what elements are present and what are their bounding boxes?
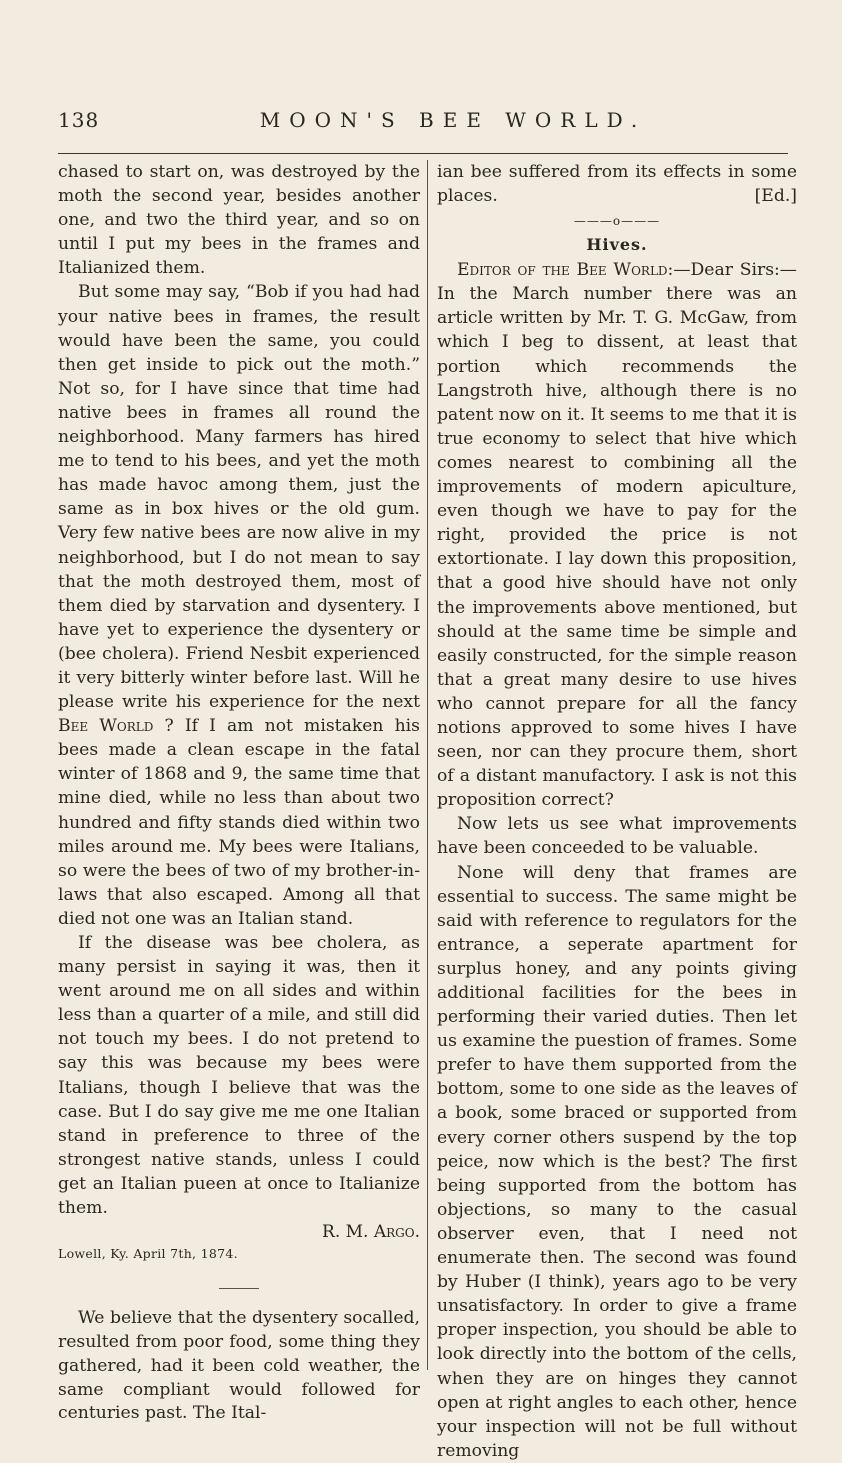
column-divider [427, 160, 428, 1370]
editor-note: We believe that the dysentery socalled, resulted from poor food, some thing they gathered, had it been cold weather, the same compliant would followed for centuries past. The Ital- [58, 1308, 420, 1424]
right-paragraph-1 [437, 258, 797, 812]
publication-name: Bee World [58, 716, 154, 737]
page-number: 138 [58, 108, 100, 132]
right-continuation [437, 160, 797, 208]
dateline: Lowell, Ky. April 7th, 1874. [58, 1246, 238, 1262]
section-ornament: ———o——— [573, 214, 661, 229]
separator-rule [219, 1288, 259, 1289]
right-paragraph-1-text: :—Dear Sirs:—In the March number there was an article written by Mr. T. G. McGaw, from which I beg to dissent, at least that portion which recommends the Langstroth hive, although there is no patent now on it. It seems to me that it is true economy to select that hive which comes nearest to combining all the improvements of modern apiculture, even though we have to pay for the right, provided the price is not extortionate. I lay down this proposition, that a good hive should have not only the improvements above mentioned, but should at the same time be simple and easily constructed, for the simple reason that a great many desire to use hives who cannot prepare for all the fancy notions approved to some hives I have seen, nor can they procure them, short of a distant manufactory. I ask is not this proposition correct? [437, 260, 797, 811]
left-paragraph-3: If the disease was bee cholera, as many persist in saying it was, then it went around me on all sides and within less than a quarter of a mile, and still did not touch my bees. I do not pretend to say this was because my bees were Italians, though I believe that was the case. But I do say give me me one Italian stand in preference to three of the strongest native stands, unless I could get an Italian pueen at once to Italianize them. [58, 933, 420, 1219]
page-header [58, 108, 788, 138]
left-paragraph-2-text: But some may say, “Bob if you had had your native bees in frames, the result would have been the same, you could then get inside to pick out the moth.” Not so, for I have since that time had native bees in frames all round the neighborhood. Many farmers has hired me to tend to his bees, and yet the moth has made havoc among them, just the same as in box hives or the old gum. Very few native bees are now alive in my neighborhood, but I do not mean to say that the moth destroyed them, most of them died by starvation and dysentery. I have yet to experience the dysentery or (bee cholera). Friend Nesbit experienced it very bitterly winter before last. Will he please write his experience for the next [58, 282, 420, 713]
right-paragraph-3: None will deny that frames are essential to success. The same might be said with reference to regulators for the entrance, a seperate apartment for surplus honey, and any points giving additional facilities for the bees in performing their varied duties. Then let us examine the puestion of frames. Some prefer to have them supported from the bottom, some to one side as the leaves of a book, some braced or supported from every corner others suspend by the top peice, now which is the best? The first being supported from the bottom has objections, so many to the casual observer even, that I need not enumerate then. The second was found by Huber (I think), years ago to be very unsatisfactory. In order to give a frame proper inspection, you should be able to look directly into the bottom of the cells, when they are on hinges they cannot open at right angles to each other, hence your inspection will not be full without removing [437, 862, 797, 1461]
left-paragraph-2-tail: ? If I am not mistaken his bees made a clean escape in the fatal winter of 1868 and 9, the same time that mine died, while no less than about two hundred and fifty stands died within two miles around me. My bees were Italians, so were the bees of two of my brother-in-laws that also escaped. Among all that died not one was an Italian stand. [58, 716, 420, 929]
left-paragraph-1: chased to start on, was destroyed by the moth the second year, besides another one, and two the third year, and so on until I put my bees in the frames and Italianized them. [58, 162, 420, 279]
left-column [58, 160, 420, 1424]
running-title: MOON'S BEE WORLD. [259, 108, 647, 132]
section-heading: Hives. [586, 235, 648, 255]
author-signature: R. M. Argo. [322, 1222, 420, 1243]
continuation-text: ian bee suffered from its effects in some places. [437, 162, 797, 207]
left-paragraph-2 [58, 280, 420, 931]
right-column [437, 160, 797, 1461]
editor-tag: [Ed.] [754, 186, 797, 207]
salutation: Editor of the Bee World [457, 260, 668, 281]
header-rule [58, 153, 788, 154]
right-paragraph-2: Now lets us see what improvements have been conceeded to be valuable. [437, 814, 797, 859]
